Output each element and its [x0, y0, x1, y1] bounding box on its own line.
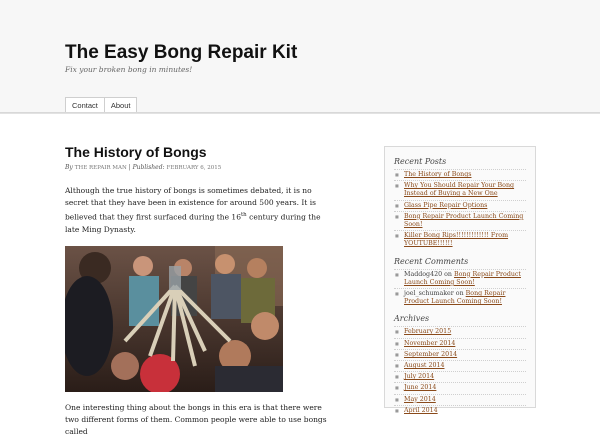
- para1-start: Although the true history of bongs is sometimes debated, it is no secret that they have been in existence for around 500 years. It is believed that they first surfaced during the 16: [65, 186, 316, 222]
- recent-posts-list: [394, 169, 526, 250]
- archive-link[interactable]: April 2014: [404, 406, 438, 414]
- comment-post-link[interactable]: Bong Repair Product Launch Coming Soon!: [404, 290, 506, 306]
- list-item: [394, 180, 526, 199]
- meta-author[interactable]: THE REPAIR MAN: [74, 165, 127, 171]
- archive-link[interactable]: May 2014: [404, 395, 436, 403]
- list-item: [394, 211, 526, 230]
- meta-published-label: Published:: [132, 164, 165, 171]
- site-title[interactable]: The Easy Bong Repair Kit: [65, 42, 298, 63]
- photo-group-with-bong: [65, 246, 283, 392]
- list-item: [394, 360, 526, 371]
- site-header: [0, 0, 600, 114]
- meta-separator: |: [128, 164, 131, 171]
- recent-posts-heading: Recent Posts: [394, 157, 447, 166]
- archive-link[interactable]: June 2014: [404, 384, 437, 392]
- post-paragraph-1: [65, 185, 335, 236]
- comment-on: on: [444, 270, 452, 278]
- nav-item-contact[interactable]: Contact: [65, 97, 105, 113]
- list-item: [394, 349, 526, 360]
- main-content: [65, 140, 345, 438]
- archive-link[interactable]: November 2014: [404, 339, 456, 347]
- meta-date: FEBRUARY 6, 2015: [166, 165, 222, 171]
- main-nav: [65, 97, 136, 113]
- list-item: [394, 288, 526, 307]
- recent-post-link[interactable]: Why You Should Repair Your Bong Instead of Buying a New One: [404, 182, 515, 198]
- list-item: [394, 371, 526, 382]
- list-item: [394, 338, 526, 349]
- comment-post-link[interactable]: Bong Repair Product Launch Coming Soon!: [404, 270, 521, 286]
- site-description: Fix your broken bong in minutes!: [65, 65, 193, 74]
- archive-link[interactable]: September 2014: [404, 350, 458, 358]
- archives-heading: Archives: [394, 314, 430, 324]
- archive-link[interactable]: July 2014: [404, 373, 435, 381]
- post-meta: [65, 164, 345, 171]
- recent-post-link[interactable]: Bong Repair Product Launch Coming Soon!: [404, 212, 524, 229]
- list-item: [394, 405, 526, 416]
- recent-post-link[interactable]: The History of Bongs: [404, 171, 472, 178]
- comment-on: on: [455, 290, 464, 298]
- para1-superscript: th: [240, 212, 247, 218]
- list-item: [394, 169, 526, 180]
- recent-comments-heading: Recent Comments: [394, 256, 469, 266]
- nav-divider: [0, 112, 600, 113]
- archive-link[interactable]: February 2015: [404, 328, 452, 336]
- para1-end: century during the late Ming Dynasty.: [65, 212, 321, 234]
- list-item: [394, 394, 526, 405]
- list-item: [394, 326, 526, 337]
- archive-link[interactable]: August 2014: [404, 362, 445, 370]
- post-title[interactable]: The History of Bongs: [65, 144, 207, 160]
- meta-by: By: [65, 164, 73, 171]
- list-item: [394, 382, 526, 393]
- post-photo: [65, 246, 283, 392]
- recent-post-link[interactable]: Glass Pipe Repair Options: [404, 201, 488, 209]
- archives-list: [394, 326, 526, 416]
- recent-comments-list: [394, 269, 526, 308]
- list-item: [394, 269, 526, 288]
- sidebar: [384, 146, 536, 414]
- post-paragraph-2: One interesting thing about the bongs in this era is that there were two different forms of them. Common people were able to use bongs called: [65, 402, 327, 436]
- comment-author: Maddog420: [404, 270, 443, 278]
- recent-post-link[interactable]: Killer Bong Rips!!!!!!!!!!!!! From YOUTUBE!!!!!!: [404, 232, 509, 248]
- list-item: [394, 230, 526, 249]
- comment-author: joel_schumaker: [404, 290, 454, 298]
- list-item: [394, 200, 526, 211]
- nav-item-about[interactable]: About: [104, 97, 138, 113]
